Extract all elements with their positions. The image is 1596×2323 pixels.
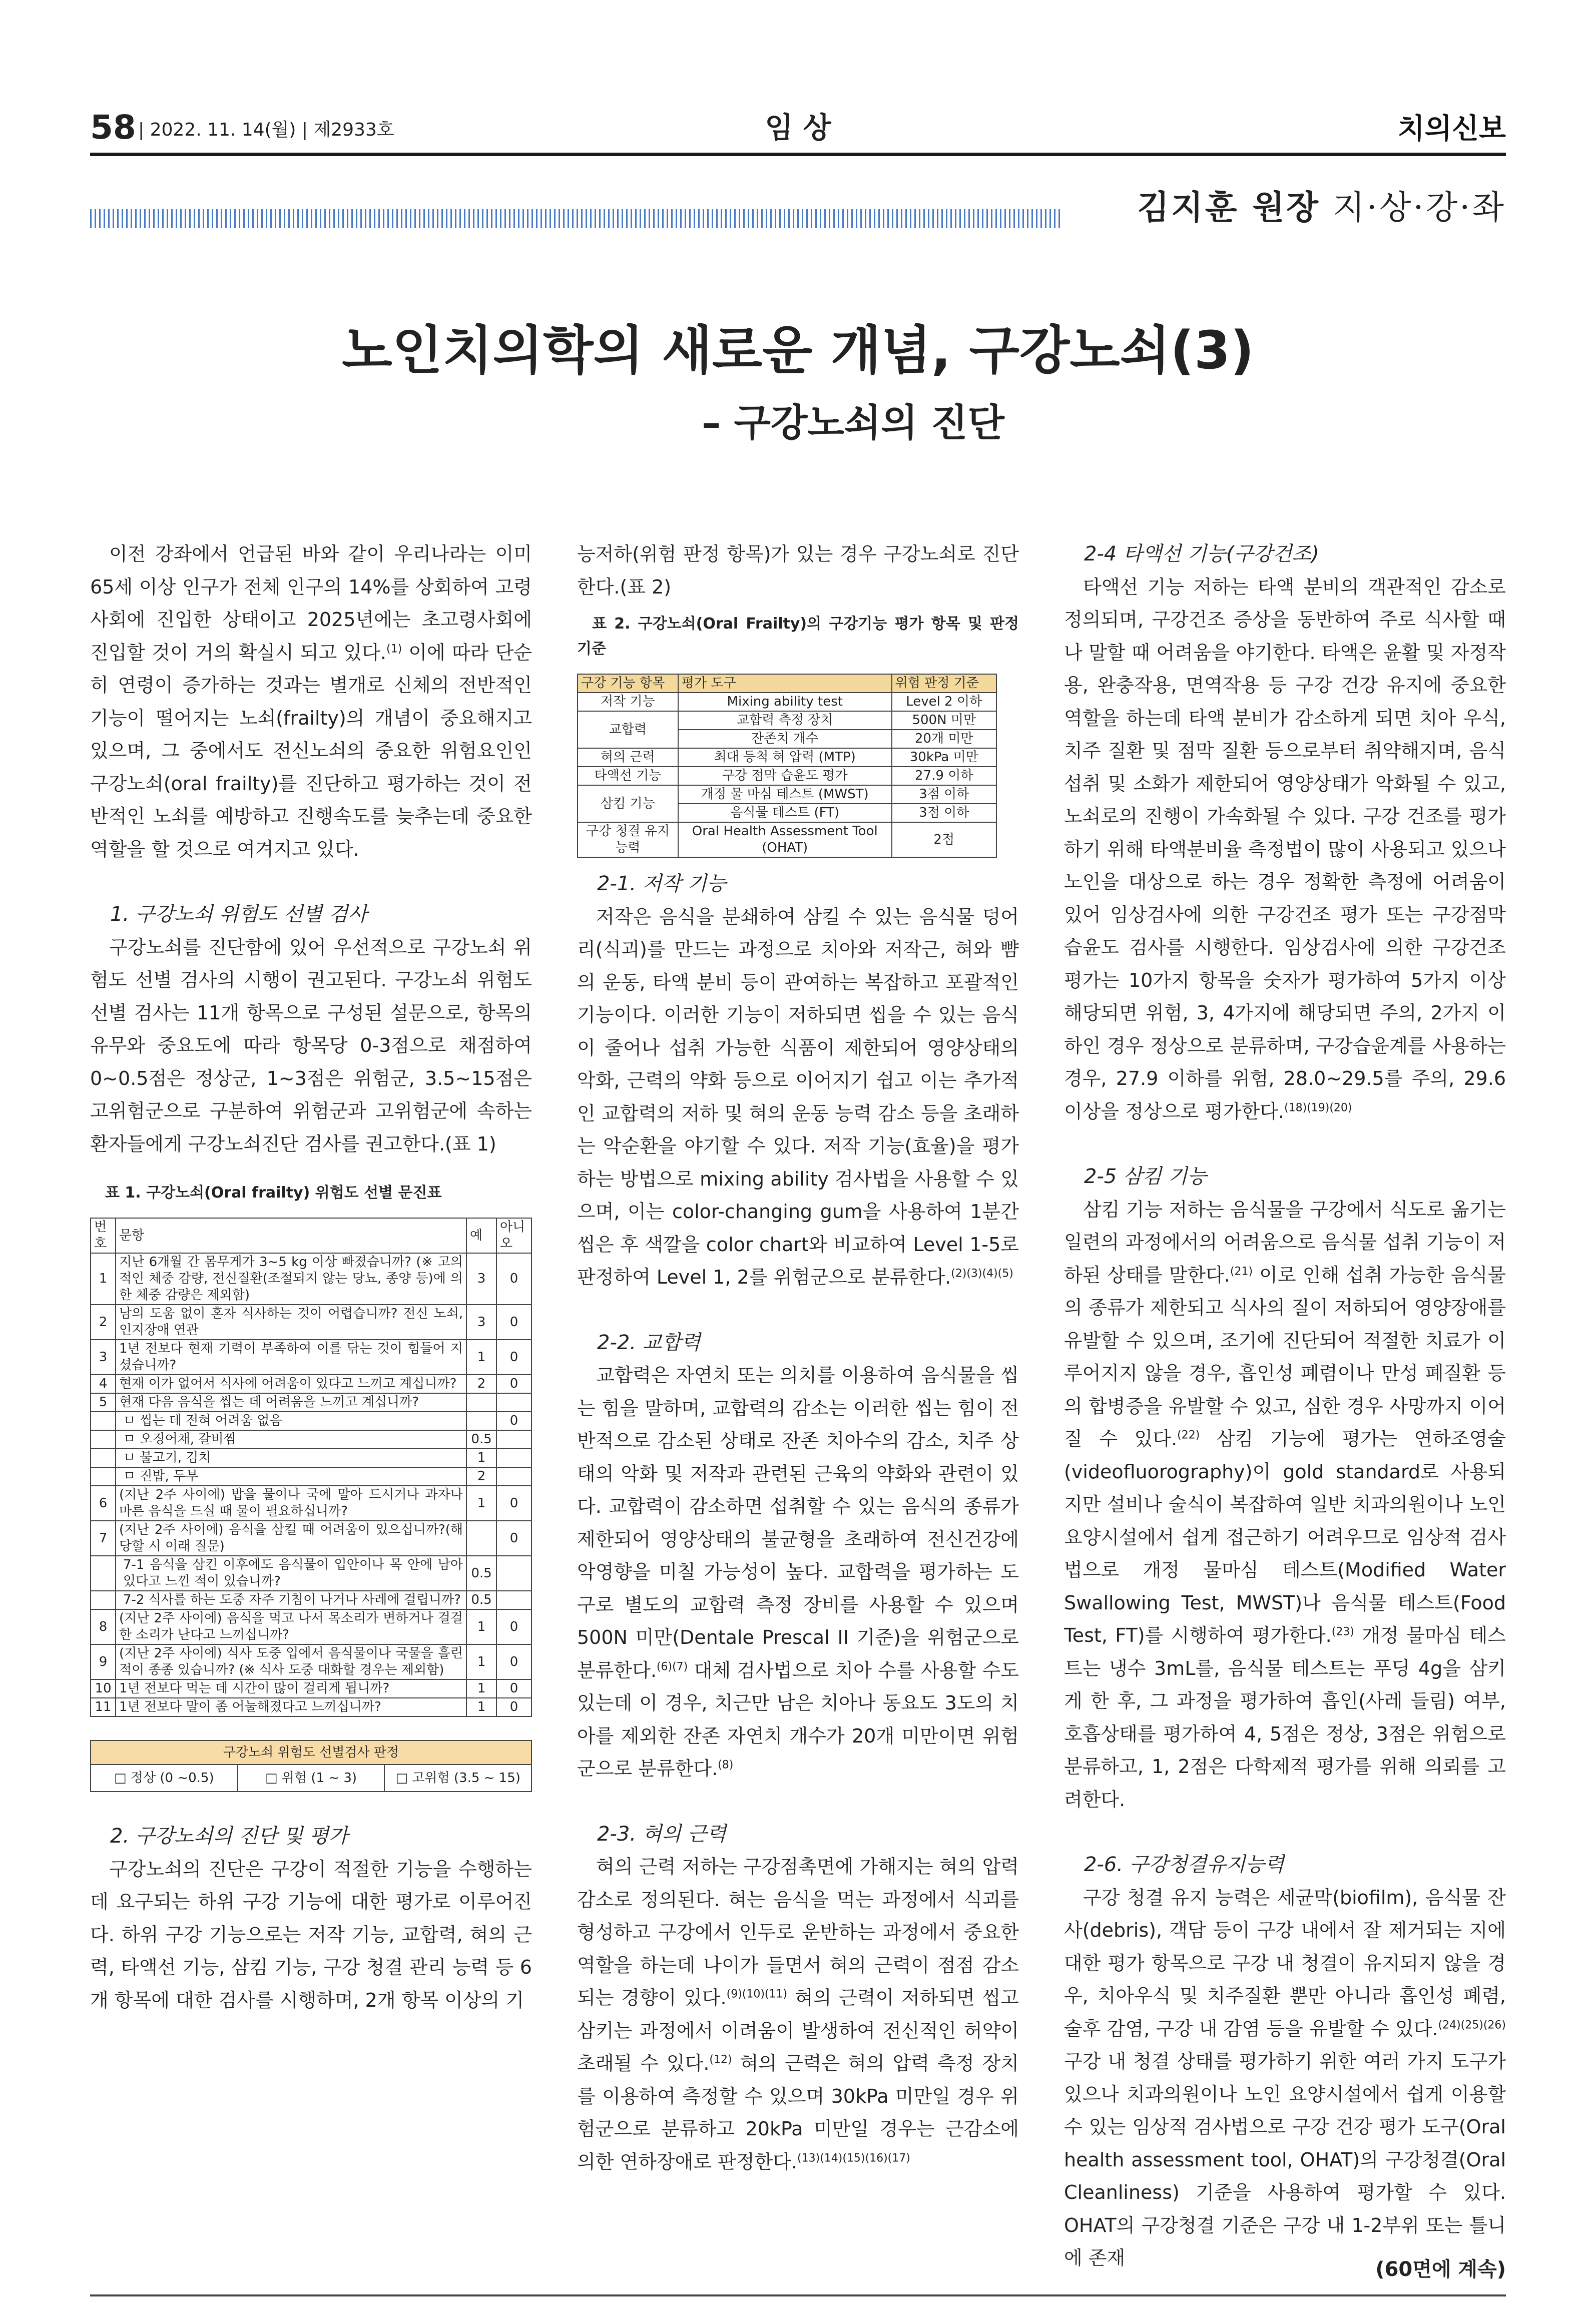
table-1 [90,1218,532,1717]
article-subtitle: – 구강노쇠의 진단 [702,400,1004,445]
series-title [1137,185,1506,230]
table-row: ㅁ 씹는 데 전혀 어려움 없음 0 [91,1412,531,1430]
article-title: 노인치의학의 새로운 개념, 구강노쇠(3) [342,320,1254,381]
section-heading: 1. 구강노쇠 위험도 선별 검사 [110,903,368,926]
paragraph: 이전 강좌에서 언급된 바와 같이 우리나라는 이미 65세 이상 인구가 전체 인구의 14%를 상회하여 고령사회에 진입한 상태이고 2025년에는 초고령사회에 진입할 것이 거의 확실시 되고 있다.$^{(1)}$ 이에 따라 단순히 연령이 증가하는 것과는 별개로 신체의 전반적인 기능이 떨어지는 노쇠(frailty)의 개념이 중요해지고 있으며, 그 중에서도 전신노쇠의 중요한 위험요인인 구강노쇠(oral frailty)를 진단하고 평가하는 것이 전반적인 노쇠를 예방하고 진행속도를 늦추는데 중요한 역할을 할 것으로 여겨지고 있다. [90,543,532,860]
table-row: 6 (지난 2주 사이에) 밥을 물이나 국에 말아 드시거나 과자나 마른 음식을 드실 때 물이 필요하십니까? 1 0 [91,1486,531,1521]
table-row: 구강 청결 유지 능력 Oral Health Assessment Tool (OHAT) 2점 [578,822,996,857]
paragraph: 타액선 기능 저하는 타액 분비의 객관적인 감소로 정의되며, 구강건조 증상을 동반하여 주로 식사할 때나 말할 때 어려움을 야기한다. 타액은 윤활 및 자정작용, 완충작용, 면역작용 등 구강 건강 유지에 중요한 역할을 하는데 타액 분비가 감소하게 되면 치아 우식, 치주 질환 및 점막 질환 등으로부터 취약해지며, 음식 섭취 및 소화가 제한되어 영양상태가 악화될 수 있고, 노쇠로의 진행이 가속화될 수 있다. 구강 건조를 평가하기 위해 타액분비율 측정법이 많이 사용되고 있으나 노인을 대상으로 하는 경우 정확한 측정에 어려움이 있어 임상검사에 의한 구강건조 평가 또는 구강점막 습윤도 검사를 시행한다. 임상검사에 의한 구강건조 평가는 10가지 항목을 숫자가 평가하여 5가지 이상 해당되면 위험, 3, 4가지에 해당되면 주의, 2가지 이하인 경우 정상으로 분류하며, 구강습윤계를 사용하는 경우, 27.9 이하를 위험, 28.0~29.5를 주의, 29.6 이상을 정상으로 평가한다.$^{(18)(19)(20)}$ [1064,575,1506,1122]
decorative-hatch-bar [90,209,1061,228]
paragraph: 교합력은 자연치 또는 의치를 이용하여 음식물을 씹는 힘을 말하며, 교합력의 감소는 이러한 씹는 힘이 전반적으로 감소된 상태로 잔존 치아수의 감소, 치주 상태의 악화 및 저작과 관련된 근육의 약화와 관련이 있다. 교합력이 감소하면 섭취할 수 있는 음식의 종류가 제한되어 영양상태의 불균형을 초래하여 전신건강에 악영향을 미칠 가능성이 높다. 교합력을 평가하는 도구로 별도의 교합력 측정 장비를 사용할 수 있으며 500N 미만(Dentale Prescal II 기준)을 위험군으로 분류한다.$^{(6)(7)}$ 대체 검사법으로 치아 수를 사용할 수도 있는데 이 경우, 치근만 남은 치아나 동요도 3도의 치아를 제외한 잔존 자연치 개수가 20개 미만이면 위험군으로 분류한다.$^{(8)}$ [577,1364,1019,1780]
column-2 [577,538,1019,2178]
table-row: 7-2 식사를 하는 도중 자주 기침이 나거나 사레에 걸립니까? 0.5 [91,1591,531,1609]
table-header: 번호 [91,1218,116,1253]
section-heading: 2-5 삼킴 기능 [1084,1165,1207,1188]
section-title: 임 상 [765,111,831,145]
judgement-box [90,1740,532,1792]
table-row: ㅁ 불고기, 김치 1 [91,1449,531,1467]
table-row: ㅁ 진밥, 두부 2 [91,1467,531,1486]
table-header: 문항 [116,1218,466,1253]
table-row: 9 (지난 2주 사이에) 식사 도중 입에서 음식물이나 국물을 흘린 적이 종종 있습니까? (※ 식사 도중 대화할 경우는 제외함) 1 0 [91,1644,531,1679]
table-row: 타액선 기능 구강 점막 습윤도 평가 27.9 이하 [578,767,996,785]
paragraph: 삼킴 기능 저하는 음식물을 구강에서 식도로 옮기는 일련의 과정에서의 어려움으로 음식물 섭취 기능이 저하된 상태를 말한다.$^{(21)}$ 이로 인해 섭취 가능한 음식물의 종류가 제한되고 식사의 질이 저하되어 영양장애를 유발할 수 있으며, 조기에 진단되어 적절한 치료가 이루어지지 않을 경우, 흡인성 폐렴이나 만성 폐질환 등의 합병증을 유발할 수 있고, 심한 경우 사망까지 이어질 수 있다.$^{(22)}$ 삼킴 기능에 평가는 연하조영술(videofluorography)이 gold standard로 사용되지만 설비나 술식이 복잡하여 일반 치과의원이나 노인 요양시설에서 쉽게 접근하기 어려우므로 임상적 검사법으로 개정 물마심 테스트(Modified Water Swallowing Test, MWST)나 음식물 테스트(Food Test, FT)를 시행하여 평가한다.$^{(23)}$ 개정 물마심 테스트는 냉수 3mL를, 음식물 테스트는 푸딩 4g을 삼키게 한 후, 그 과정을 평가하여 흡인(사레 들림) 여부, 호흡상태를 평가하여 4, 5점은 정상, 3점은 위험으로 분류하고, 1, 2점은 다학제적 평가를 위해 의뢰를 고려한다. [1064,1198,1506,1811]
page-number: 58 [90,108,136,147]
table-row: ㅁ 오징어채, 갈비찜 0.5 [91,1430,531,1449]
column-1 [90,538,532,2017]
table-row: 8 (지난 2주 사이에) 음식을 먹고 나서 목소리가 변하거나 걸걸한 소리가 난다고 느끼십니까? 1 0 [91,1609,531,1644]
paragraph: 구강노쇠의 진단은 구강이 적절한 기능을 수행하는데 요구되는 하위 구강 기능에 대한 평가로 이루어진다. 하위 구강 기능으로는 저작 기능, 교합력, 혀의 근력, 타액선 기능, 삼킴 기능, 구강 청결 관리 능력 등 6개 항목에 대한 검사를 시행하며, 2개 항목 이상의 기 [90,1858,533,2011]
table-header: 평가 도구 [678,674,892,693]
paragraph: 구강 청결 유지 능력은 세균막(biofilm), 음식물 잔사(debris), 객담 등이 구강 내에서 잘 제거되는 지에 대한 평가 항목으로 구강 내 청결이 유지되지 않을 경우, 치아우식 및 치주질환 뿐만 아니라 흡인성 폐렴, 술후 감염, 구강 내 감염 등을 유발할 수 있다.$^{(24)(25)(26)}$ 구강 내 청결 상태를 평가하기 위한 여러 가지 도구가 있으나 치과의원이나 노인 요양시설에서 쉽게 이용할 수 있는 임상적 검사법으로 구강 건강 평가 도구(Oral health assessment tool, OHAT)의 구강청결(Oral Cleanliness) 기준을 사용하여 평가할 수 있다. OHAT의 구강청결 기준은 구강 내 1-2부위 또는 틀니에 존재 [1064,1886,1506,2269]
table-row: 7-1 음식을 삼킨 이후에도 음식물이 입안이나 목 안에 남아 있다고 느낀 적이 있습니까? 0.5 [91,1556,531,1591]
table-row: 11 1년 전보다 말이 좀 어눌해졌다고 느끼십니까? 1 0 [91,1698,531,1716]
section-heading: 2-4 타액선 기능(구강건조) [1084,542,1319,565]
series-name: 지·상·강·좌 [1320,188,1506,227]
header-rule [90,153,1506,156]
paragraph: 구강노쇠를 진단함에 있어 우선적으로 구강노쇠 위험도 선별 검사의 시행이 권고된다. 구강노쇠 위험도 선별 검사는 11개 항목으로 구성된 설문으로, 항목의 유무와 중요도에 따라 항목당 0-3점으로 채점하여 0~0.5점은 정상군, 1~3점은 위험군, 3.5~15점은 고위험군으로 구분하여 위험군과 고위험군에 속하는 환자들에게 구강노쇠진단 검사를 권고한다.(표 1) [90,936,532,1155]
section-heading: 2-2. 교합력 [597,1331,701,1354]
judgement-option-risk: □ 위험 (1 ~ 3) [237,1765,384,1791]
table-2 [577,674,997,858]
table-header: 예 [466,1218,496,1253]
section-heading: 2-1. 저작 기능 [597,872,727,895]
table-row: 삼킴 기능 개정 물 마심 테스트 (MWST) 3점 이하 [578,785,996,804]
table-row: 잔존치 개수 20개 미만 [578,730,996,748]
paragraph: 능저하(위험 판정 항목)가 있는 경우 구강노쇠로 진단한다.(표 2) [577,543,1019,598]
table-row: 10 1년 전보다 먹는 데 시간이 많이 걸리게 됩니까? 1 0 [91,1679,531,1698]
judgement-title: 구강노쇠 위험도 선별검사 판정 [91,1741,531,1765]
table-row: 혀의 근력 최대 등척 혀 압력 (MTP) 30kPa 미만 [578,748,996,767]
date-issue: | 2022. 11. 14(월) | 제2933호 [138,120,394,140]
table-row: 저작 기능 Mixing ability test Level 2 이하 [578,693,996,711]
table-2-caption: 표 2. 구강노쇠(Oral Frailty)의 구강기능 평가 항목 및 판정 기준 [577,615,1019,658]
judgement-option-high-risk: □ 고위험 (3.5 ~ 15) [384,1765,531,1791]
table-row: 2 남의 도움 없이 혼자 식사하는 것이 어렵습니까? 전신 노쇠, 인지장애 연관 3 0 [91,1305,531,1340]
judgement-option-normal: □ 정상 (0 ~0.5) [114,1771,214,1786]
table-1-caption: 표 1. 구강노쇠(Oral frailty) 위험도 선별 문진표 [105,1184,442,1202]
continued-notice: (60면에 계속) [1375,2258,1506,2281]
table-header: 아니오 [496,1218,531,1253]
footer-rule [90,2294,1506,2296]
table-row: 4 현재 이가 없어서 식사에 어려움이 있다고 느끼고 계십니까? 2 0 [91,1375,531,1393]
paragraph: 혀의 근력 저하는 구강점촉면에 가해지는 혀의 압력 감소로 정의된다. 혀는 음식을 먹는 과정에서 식괴를 형성하고 구강에서 인두로 운반하는 과정에서 중요한 역할을 하는데 나이가 들면서 혀의 근력이 점점 감소되는 경향이 있다.$^{(9)(10)(11)}$ 혀의 근력이 저하되면 씹고 삼키는 과정에서 이려움이 발생하여 전신적인 허약이 초래될 수 있다.$^{(12)}$ 혀의 근력은 혀의 압력 측정 장치를 이용하여 측정할 수 있으며 30kPa 미만일 경우 위험군으로 분류하고 20kPa 미만일 경우는 근감소에 의한 연하장애로 판정한다.$^{(13)(14)(15)(16)(17)}$ [577,1856,1019,2173]
author-name: 김지훈 원장 [1137,188,1321,227]
table-header: 위험 판정 기준 [892,674,996,693]
section-heading: 2-6. 구강청결유지능력 [1084,1853,1284,1876]
table-row: 1 지난 6개월 간 몸무게가 3~5 kg 이상 빠졌습니까? (※ 고의적인 체중 감량, 전신질환(조절되지 않는 당뇨, 종양 등)에 의한 체중 감량은 제외함) 3 0 [91,1253,531,1305]
table-header: 구강 기능 항목 [578,674,678,693]
table-row: 5 현재 다음 음식을 씹는 데 어려움을 느끼고 계십니까? [91,1393,531,1412]
table-row: 음식물 테스트 (FT) 3점 이하 [578,804,996,822]
section-heading: 2. 구강노쇠의 진단 및 평가 [110,1825,348,1848]
table-row: 7 (지난 2주 사이에) 음식을 삼킬 때 어려움이 있으십니까?(해당할 시 이래 질문) 0 [91,1521,531,1556]
table-row: 3 1년 전보다 현재 기력이 부족하여 이를 닦는 것이 힘들어 지셨습니까? 1 0 [91,1340,531,1375]
paragraph: 저작은 음식을 분쇄하여 삼킬 수 있는 음식물 덩어리(식괴)를 만드는 과정으로 치아와 저작근, 혀와 뺨의 운동, 타액 분비 등이 관여하는 복잡하고 포괄적인 기능이다. 이러한 기능이 저하되면 씹을 수 있는 음식이 줄어나 섭취 가능한 식품이 제한되어 영양상태의 악화, 근력의 약화 등으로 이어지기 쉽고 이는 추가적인 교합력의 저하 및 혀의 운동 능력 감소 등을 초래하는 악순환을 야기할 수 있다. 저작 기능(효율)을 평가하는 방법으로 mixing ability 검사법을 사용할 수 있으며, 이는 color-changing gum을 사용하여 1분간 씹은 후 색깔을 color chart와 비교하여 Level 1-5로 판정하여 Level 1, 2를 위험군으로 분류한다.$^{(2)(3)(4)(5)}$ [577,905,1019,1288]
column-3 [1064,538,1506,2275]
newspaper-logo: 치의신보 [1397,113,1506,145]
table-row: 교합력 교합력 측정 장치 500N 미만 [578,711,996,730]
section-heading: 2-3. 혀의 근력 [597,1822,727,1846]
